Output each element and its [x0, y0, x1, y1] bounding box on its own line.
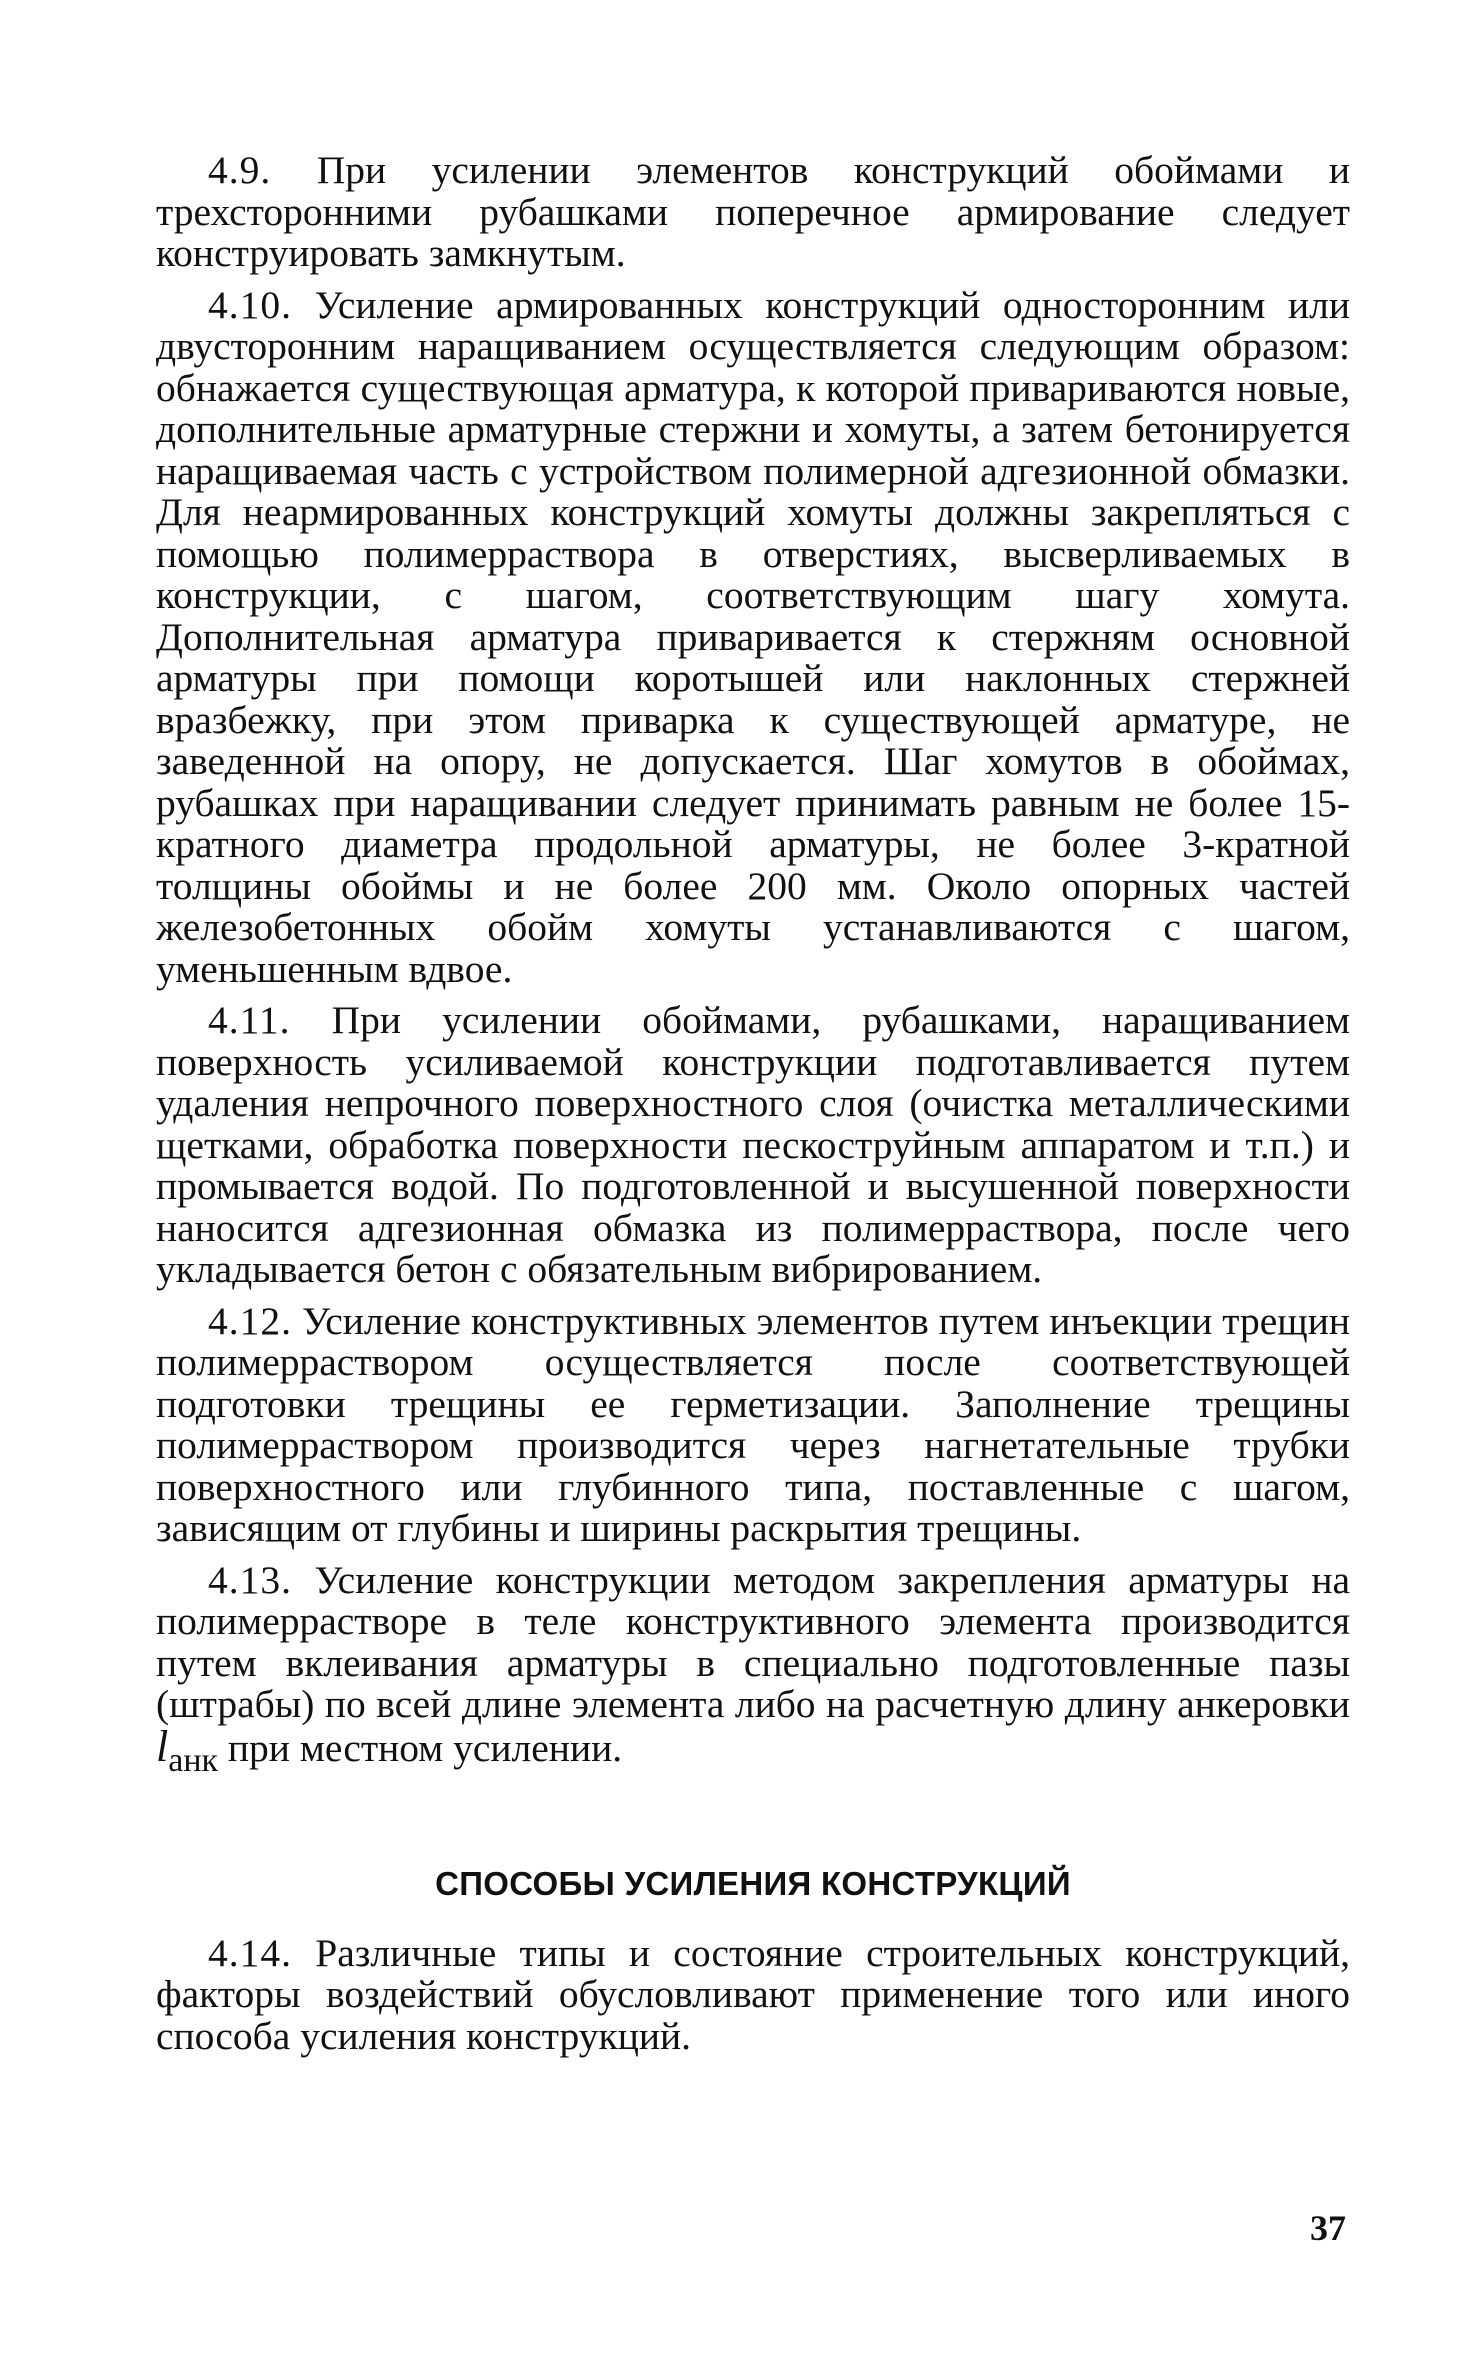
paragraph-number: 4.14.: [208, 1930, 292, 1975]
paragraph-4-14: [156, 1930, 1351, 2058]
paragraph-number: 4.11.: [208, 998, 291, 1042]
paragraph-number: 4.10.: [208, 282, 292, 327]
paragraph-number: 4.9.: [208, 148, 272, 192]
paragraph-number: 4.13.: [208, 1557, 292, 1602]
anchorage-length-subscript: анк: [168, 1741, 219, 1779]
paragraph-text: Усиление конструктивных элементов путем инъекции трещин полимерраствором осуществляется после соответствующей подготовки трещины ее герметизации. Заполнение трещины полимерраствором производится через нагнетательные трубки поверхностного или глубинного типа, поставленные с шагом, зависящим от глубины и ширины раскрытия трещины.: [156, 1298, 1350, 1550]
paragraph-text: При усилении обоймами, рубашками, наращиванием поверхность усиливаемой конструкции подготавливается путем удаления непрочного поверхностного слоя (очистка металлическими щетками, обработка поверхности пескоструйным аппаратом и т.п.) и промывается водой. По подготовленной и высушенной поверхности наносится адгезионная обмазка из полимерраствора, после чего укладывается бетон с обязательным вибрированием.: [156, 998, 1350, 1291]
document-page: [156, 150, 1350, 2067]
section-heading: СПОСОБЫ УСИЛЕНИЯ КОНСТРУКЦИЙ: [435, 1865, 1071, 1902]
paragraph-text: Усиление конструкции методом закрепления арматуры на полимеррастворе в теле конструктивного элемента производится путем вклеивания арматуры в специально подготовленные пазы (штрабы) по всей длине элемента либо на расчетную длину анкеровки: [156, 1557, 1350, 1726]
paragraph-4-10: [156, 282, 1351, 991]
paragraph-4-9: [156, 150, 1350, 275]
page-number: 37: [1310, 2208, 1346, 2248]
paragraph-tail: при местном усилении.: [227, 1725, 623, 1770]
paragraph-4-13: [156, 1557, 1350, 1779]
anchorage-length-symbol: l: [156, 1721, 169, 1771]
paragraph-text: При усилении элементов конструкций обоймами и трехсторонними рубашками поперечное армирование следует конструировать замкнутым.: [156, 148, 1350, 275]
paragraph-text: Различные типы и состояние строительных конструкций, факторы воздействий обусловливают применение того или иного способа усиления конструкций.: [156, 1930, 1351, 2058]
paragraph-text: Усиление армированных конструкций односторонним или двусторонним наращиванием осуществляется следующим образом: обнажается существующая арматура, к которой привариваются новые, дополнительные арматурные стержни и хомуты, а затем бетонируется наращиваемая часть с устройством полимерной адгезионной обмазки. Для неармированных конструкций хомуты должны закрепляться с помощью полимерраствора в отверстиях, высверливаемых в конструкции, с шагом, соответствующим шагу хомута. Дополнительная арматура приваривается к стержням основной арматуры при помощи коротышей или наклонных стержней вразбежку, при этом приварка к существующей арматуре, не заведенной на опору, не допускается. Шаг хомутов в обоймах, рубашках при наращивании следует принимать равным не более 15-кратного диаметра продольной арматуры, не более 3-кратной толщины обоймы и не более 200 мм. Около опорных частей железобетонных обойм хомуты устанавливаются с шагом, уменьшенным вдвое.: [156, 282, 1351, 991]
paragraph-number: 4.12.: [208, 1298, 292, 1343]
paragraph-4-12: [156, 1298, 1350, 1550]
paragraph-4-11: [156, 1000, 1350, 1291]
